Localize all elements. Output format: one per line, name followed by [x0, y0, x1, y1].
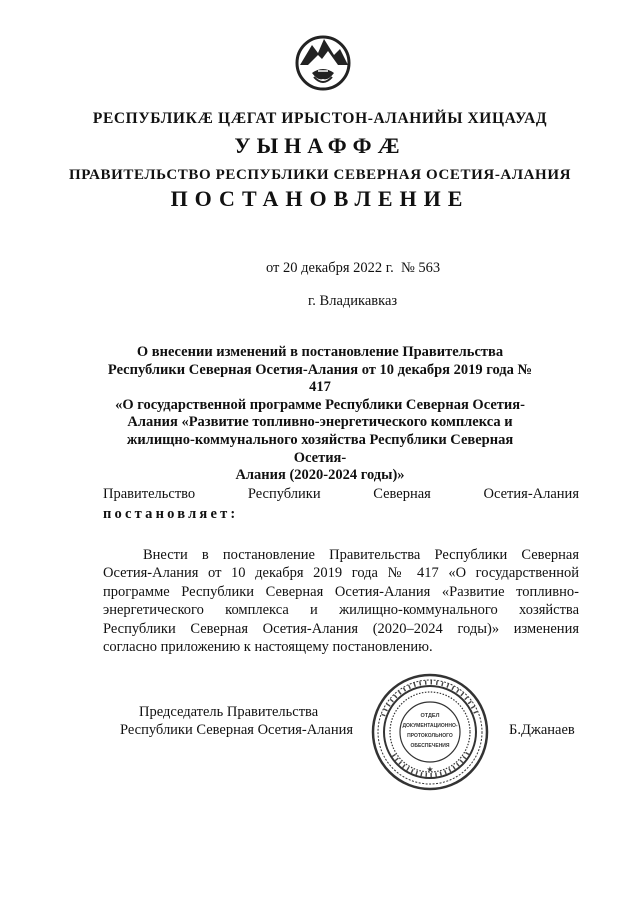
document-title — [100, 344, 540, 485]
seal-ring-mark — [442, 682, 443, 686]
seal-ring-mark — [460, 760, 463, 763]
seal-ring-mark — [387, 704, 390, 706]
seal-ring-mark — [395, 758, 398, 761]
title-line: Алания (2020-2024 годы)» — [235, 467, 405, 484]
seal-star-icon: ★ — [426, 765, 434, 774]
body-paragraph: Внести в постановление Правительства Республики Северная Осетия-Алания от 10 декабря 2019 года № 417 «О государственной программе Республики Северная Осетия-Алания «Развитие топливно-энергетического комплекса и жилищно-коммунального хозяйства Республики Северная Осетия-Алания (2020–2024 годы)» изменения согласно приложению к настоящему постановлению. — [103, 547, 579, 656]
seal-ring-mark — [409, 685, 411, 689]
seal-ring-mark — [440, 772, 441, 776]
seal-ring-mark — [399, 691, 401, 694]
seal-text-line: ОБЕСПЕЧЕНИЯ — [410, 743, 450, 749]
seal-ring-mark — [416, 771, 417, 775]
seal-ring-mark — [411, 769, 413, 773]
title-line: жилищно-коммунального хозяйства Республики Северная Осетия- — [126, 431, 514, 466]
header-ossetian-org: РЕСПУБЛИКӔ ЦӔГАТ ИРЫСТОН-АЛАНИЙЫ ХИЦАУАД — [92, 110, 548, 127]
seal-ring-mark — [461, 693, 464, 696]
seal-ring-mark — [468, 701, 471, 703]
title-line: Республики Северная Осетия-Алания от 10 декабря 2019 года № 417 — [107, 361, 533, 396]
signatory-position-line1: Председатель Правительства — [139, 704, 319, 720]
seal-ring-mark — [436, 773, 437, 777]
seal-ring-mark — [437, 681, 438, 685]
title-line: «О государственной программе Республики Северная Осетия- — [115, 396, 525, 413]
city-line: г. Владикавказ — [308, 293, 398, 309]
seal-ring-mark — [403, 688, 405, 691]
seal-ring-mark — [465, 697, 468, 700]
signatory-name: Б.Джанаев — [509, 722, 575, 738]
header-ossetian-doc-type: УЫНАФФӔ — [234, 133, 406, 158]
seal-text-line: ДОКУМЕНТАЦИОННО- — [402, 723, 458, 729]
seal-ring-mark — [471, 706, 474, 708]
seal-ring-mark — [421, 772, 422, 776]
seal-ring-mark — [384, 709, 388, 711]
seal-ring-mark — [449, 768, 451, 772]
seal-ring-mark — [474, 711, 478, 713]
seal-ring-mark — [392, 754, 395, 756]
seal-ring-mark — [390, 699, 393, 702]
date-number-line: от 20 декабря 2022 г. № 563 — [266, 260, 441, 276]
seal-ring-mark — [452, 686, 454, 690]
seal-ring-mark — [403, 765, 405, 768]
seal-ring-mark — [453, 766, 455, 769]
seal-ring-mark — [394, 695, 397, 698]
seal-ring-mark — [420, 682, 421, 686]
seal-ring-mark — [457, 689, 459, 692]
seal-text-line: ОТДЕЛ — [420, 713, 440, 719]
header-russian-doc-type: ПОСТАНОВЛЕНИЕ — [170, 186, 470, 211]
title-line: Алания «Развитие топливно-энергетического комплекса и — [127, 414, 513, 431]
seal-ring-mark — [466, 753, 469, 755]
decree-verb: постановляет: — [103, 506, 239, 522]
seal-ring-mark — [457, 763, 460, 766]
decree-subject: Правительство Республики Северная Осетия-Алания — [103, 486, 579, 502]
official-seal-stamp — [370, 672, 490, 792]
seal-ring-mark — [399, 761, 402, 764]
seal-ring-mark — [382, 714, 386, 715]
seal-ring-mark — [463, 756, 466, 758]
seal-ring-mark — [447, 684, 448, 688]
seal-ring-mark — [445, 770, 446, 774]
seal-ring-mark — [414, 683, 415, 687]
seal-text-line: ПРОТОКОЛЬНОГО — [407, 733, 453, 739]
title-line: О внесении изменений в постановление Правительства — [136, 344, 504, 360]
header-russian-org: ПРАВИТЕЛЬСТВО РЕСПУБЛИКИ СЕВЕРНАЯ ОСЕТИЯ-АЛАНИЯ — [68, 167, 572, 183]
seal-ring-mark — [407, 767, 409, 770]
signatory-position-line2: Республики Северная Осетия-Алания — [120, 722, 354, 738]
coat-of-arms-emblem — [288, 25, 358, 95]
